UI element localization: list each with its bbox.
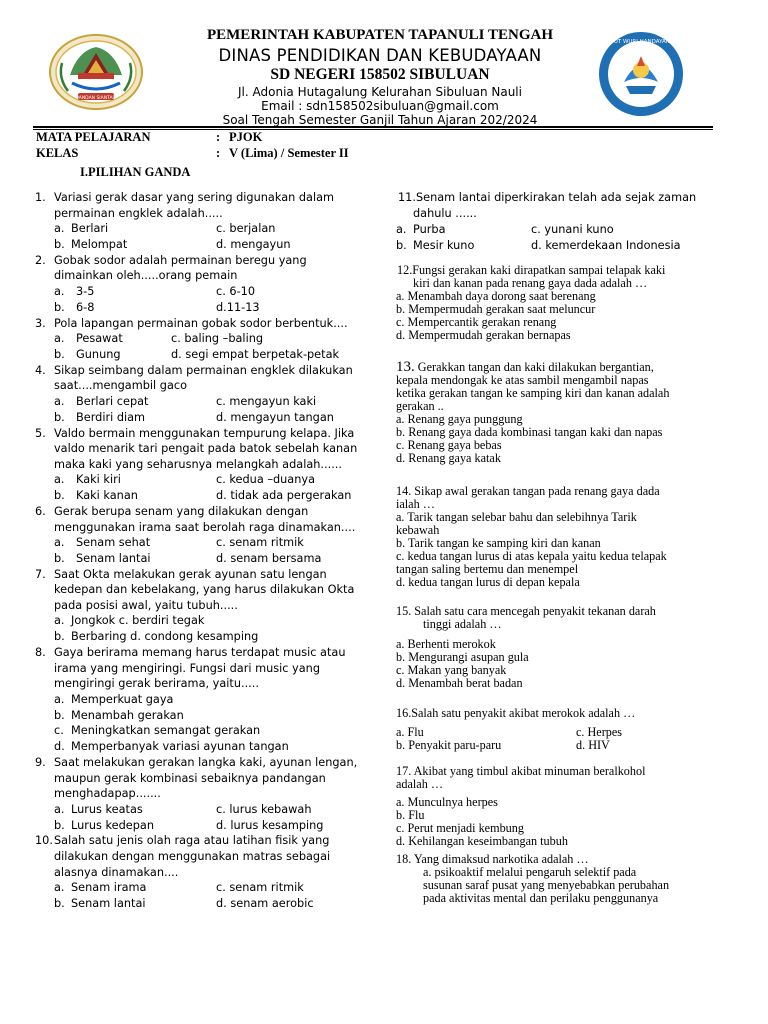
- option-d[interactable]: Memperbanyak variasi ayunan tangan: [71, 740, 289, 754]
- option-d[interactable]: d. Kehilangan keseimbangan tubuh: [396, 834, 568, 848]
- option-c[interactable]: c. kedua tangan lurus di atas kepala yaitu kedua telapak: [396, 549, 667, 563]
- question-text: dimainkan oleh.....orang pemain: [54, 269, 238, 283]
- option-b[interactable]: Berdiri diam: [76, 410, 146, 424]
- question-text: Pola lapangan permainan gobak sodor berbentuk....: [54, 316, 348, 330]
- option-c[interactable]: c. Makan yang banyak: [396, 663, 507, 677]
- question-text: gerakan ..: [396, 399, 444, 413]
- question-5: 5. Valdo bermain menggunakan tempurung kelapa. Jika valdo menarik tari pengait pada batok sebelah kanan maka kaki yang seharusnya melangkah adalah......: [35, 426, 365, 473]
- question-text: Sikap seimbang dalam permainan engklek dilakukan: [54, 363, 353, 377]
- option-c[interactable]: c. baling –baling: [171, 332, 264, 346]
- question-1: 1. Variasi gerak dasar yang sering digunakan dalam permainan engklek adalah.....: [35, 190, 365, 221]
- option-a[interactable]: a. Renang gaya punggung: [396, 412, 523, 426]
- question-text: pada posisi awal, yaitu tubuh.....: [54, 598, 238, 612]
- question-18: [396, 853, 726, 905]
- option-c[interactable]: c. berjalan: [216, 222, 276, 236]
- question-text: Variasi gerak dasar yang sering digunakan dalam: [54, 191, 335, 204]
- options-row: a. Kaki kiri c. kedua –duanya: [54, 473, 315, 487]
- question-9: 9. Saat melakukan gerakan langka kaki, ayunan lengan, maupun gerak kombinasi sebaiknya pandangan menghadapap.......: [35, 755, 365, 802]
- question-text: dilakukan dengan menggunakan matras sebagai: [54, 850, 331, 863]
- option-a[interactable]: Berlari cepat: [76, 394, 149, 408]
- option-c[interactable]: c. Herpes: [576, 725, 623, 739]
- options-row: a. Berlari c. berjalan: [54, 222, 276, 236]
- left-question-column: [35, 190, 365, 912]
- question-text: menggunakan irama saat berolah raga dinamakan....: [54, 520, 356, 534]
- option-a-cont: pada aktivitas mental dan perilaku penggunanya: [423, 891, 659, 905]
- option-b[interactable]: Melompat: [71, 237, 128, 251]
- options-row: d. Memperbanyak variasi ayunan tangan: [54, 740, 289, 754]
- question-text: maka kaki yang seharusnya melangkah adalah......: [54, 457, 342, 471]
- options-row: b. Gunung d. segi empat berpetak-petak: [54, 347, 340, 361]
- option-a[interactable]: Pesawat: [76, 332, 123, 346]
- option-b[interactable]: Lurus kedepan: [71, 818, 154, 832]
- option-c[interactable]: c. mengayun kaki: [216, 394, 317, 408]
- options-row: c. Meningkatkan semangat gerakan: [54, 724, 261, 738]
- question-17: [396, 765, 726, 848]
- question-10: 10. Salah satu jenis olah raga atau latihan fisik yang dilakukan dengan menggunakan matras sebagai alasnya dinamakan....: [35, 833, 365, 880]
- section-title: I.PILIHAN GANDA: [80, 165, 191, 179]
- question-text: permainan engklek adalah.....: [54, 206, 223, 220]
- question-14: [396, 485, 726, 589]
- question-text: ialah …: [396, 497, 435, 511]
- options-row: b. Menambah gerakan: [54, 708, 184, 722]
- option-c[interactable]: c. yunani kuno: [531, 223, 614, 236]
- options-row: b. Berbaring d. condong kesamping: [54, 630, 259, 644]
- options-row: a. Senam irama c. senam ritmik: [54, 881, 304, 895]
- question-4: 4. Sikap seimbang dalam permainan engklek dilakukan saat....mengambil gaco: [35, 363, 365, 394]
- logo-left-text: PANDAN SIANTAR: [76, 96, 116, 101]
- options-row: b. Senam lantai d. senam bersama: [54, 551, 322, 565]
- option-a[interactable]: Senam irama: [71, 881, 147, 895]
- options-row: b. Senam lantai d. senam aerobic: [54, 896, 314, 910]
- option-d[interactable]: d. mengayun: [216, 237, 291, 251]
- exam-title: Soal Tengah Semester Ganjil Tahun Ajaran 202/2024: [222, 113, 538, 127]
- option-b[interactable]: Senam lantai: [76, 551, 151, 565]
- question-12: [396, 264, 726, 342]
- option-a[interactable]: a. Menambah daya dorong saat berenang: [396, 289, 596, 303]
- question-text: Valdo bermain menggunakan tempurung kelapa. Jika: [54, 426, 355, 440]
- option-c[interactable]: c. Renang gaya bebas: [396, 438, 502, 452]
- question-16: [396, 707, 726, 752]
- options-row: a. 3-5 c. 6-10: [54, 284, 256, 298]
- option-a[interactable]: Senam sehat: [76, 536, 151, 550]
- question-3: 3. Pola lapangan permainan gobak sodor berbentuk....: [35, 316, 365, 332]
- department-title: DINAS PENDIDIKAN DAN KEBUDAYAAN: [218, 46, 542, 65]
- option-a[interactable]: Purba: [413, 223, 446, 236]
- question-text: 14. Sikap awal gerakan tangan pada renang gaya dada: [396, 484, 660, 498]
- option-a-cont: kebawah: [396, 523, 440, 537]
- option-d[interactable]: d. Renang gaya katak: [396, 451, 501, 465]
- option-b[interactable]: b. Renang gaya dada kombinasi tangan kaki dan napas: [396, 425, 663, 439]
- question-text: kedepan dan kebelakang, yang harus dilakukan Okta: [54, 583, 355, 597]
- option-a[interactable]: Jongkok c. berdiri tegak: [71, 614, 205, 628]
- question-text: ketika gerakan tangan ke samping kiri dan kanan adalah: [396, 386, 670, 400]
- subject-separator: :: [216, 130, 221, 144]
- option-d[interactable]: d. senam aerobic: [216, 896, 314, 910]
- question-text: Gobak sodor adalah permainan beregu yang: [54, 253, 307, 267]
- option-a[interactable]: a. Munculnya herpes: [396, 795, 498, 809]
- options-row: b. Berdiri diam d. mengayun tangan: [54, 410, 334, 424]
- options-row: a. Senam sehat c. senam ritmik: [54, 536, 304, 550]
- class-separator: :: [216, 146, 221, 160]
- question-6: 6. Gerak berupa senam yang dilakukan dengan menggunakan irama saat berolah raga dinamakan....: [35, 504, 365, 535]
- option-d[interactable]: d. kedua tangan lurus di depan kepala: [396, 575, 580, 589]
- logo-right-text: TUT WURI HANDAYANI: [610, 39, 672, 45]
- question-text: alasnya dinamakan....: [54, 865, 179, 879]
- option-c[interactable]: c. Mempercantik gerakan renang: [396, 315, 557, 329]
- question-text: 18. Yang dimaksud narkotika adalah …: [396, 852, 589, 866]
- option-d[interactable]: d. Mempermudah gerakan bernapas: [396, 328, 571, 342]
- question-text: 17. Akibat yang timbul akibat minuman beralkohol: [396, 764, 646, 778]
- option-d[interactable]: d. kemerdekaan Indonesia: [531, 238, 681, 252]
- question-text: Salah satu jenis olah raga atau latihan fisik yang: [54, 834, 330, 848]
- question-text: kepala mendongak ke atas sambil mengambil napas: [396, 373, 649, 387]
- option-b[interactable]: Menambah gerakan: [71, 708, 184, 722]
- subject-label: MATA PELAJARAN: [36, 130, 151, 144]
- option-b[interactable]: b. Mengurangi asupan gula: [396, 650, 529, 664]
- question-text: maupun gerak kombinasi sebaiknya pandangan: [54, 771, 326, 785]
- option-d[interactable]: d. senam bersama: [216, 551, 322, 565]
- options-row: b. Melompat d. mengayun: [54, 237, 291, 251]
- options-row: a. Pesawat c. baling –baling: [54, 332, 264, 346]
- question-text: adalah …: [396, 777, 444, 791]
- option-a[interactable]: 3-5: [76, 284, 95, 298]
- question-text: menghadapap.......: [54, 787, 161, 801]
- options-row: a. Memperkuat gaya: [54, 692, 174, 706]
- subject-value: PJOK: [229, 130, 263, 144]
- question-text: Saat Okta melakukan gerak ayunan satu lengan: [54, 567, 327, 581]
- option-b[interactable]: Gunung: [76, 347, 121, 361]
- option-d[interactable]: d.11-13: [216, 300, 260, 314]
- option-b[interactable]: Mesir kuno: [413, 238, 475, 252]
- option-a[interactable]: Lurus keatas: [71, 802, 143, 816]
- question-text: Saat melakukan gerakan langka kaki, ayunan lengan,: [54, 756, 358, 770]
- options-row: b. Kaki kanan d. tidak ada pergerakan: [54, 489, 352, 503]
- option-b[interactable]: b. Flu: [396, 808, 425, 822]
- question-text: 15. Salah satu cara mencegah penyakit tekanan darah: [396, 604, 656, 618]
- question-text: 12.Fungsi gerakan kaki dirapatkan sampai telapak kaki: [397, 263, 666, 277]
- options-row: b. Lurus kedepan d. lurus kesamping: [54, 818, 324, 832]
- question-text: valdo menarik tari pengait pada batok sebelah kanan: [54, 442, 358, 456]
- option-b[interactable]: Berbaring d. condong kesamping: [71, 630, 259, 644]
- school-address: Jl. Adonia Hutagalung Kelurahan Sibuluan Nauli: [238, 85, 522, 99]
- option-c[interactable]: c. senam ritmik: [216, 536, 304, 550]
- options-row: a. Berlari cepat c. mengayun kaki: [54, 394, 317, 408]
- option-a[interactable]: a. psikoaktif melalui pengaruh selektif pada: [423, 865, 637, 879]
- option-c[interactable]: c. kedua –duanya: [216, 473, 315, 487]
- question-text: kiri dan kanan pada renang gaya dada adalah …: [413, 276, 648, 290]
- question-number: 13.: [396, 359, 415, 375]
- question-text: Gaya berirama memang harus terdapat music atau: [54, 646, 346, 660]
- option-a[interactable]: a. Berhenti merokok: [396, 637, 496, 651]
- option-b[interactable]: Senam lantai: [71, 896, 146, 910]
- government-title: PEMERINTAH KABUPATEN TAPANULI TENGAH: [206, 27, 553, 43]
- option-c[interactable]: c. Perut menjadi kembung: [396, 821, 524, 835]
- question-text: tinggi adalah …: [423, 617, 502, 631]
- option-a[interactable]: Kaki kiri: [76, 473, 121, 487]
- option-c[interactable]: c. senam ritmik: [216, 881, 304, 895]
- option-d[interactable]: d. lurus kesamping: [216, 818, 324, 832]
- option-c[interactable]: c. 6-10: [216, 284, 256, 298]
- question-15: [396, 605, 726, 690]
- option-d[interactable]: d. HIV: [576, 738, 610, 752]
- question-text: 16.Salah satu penyakit akibat merokok adalah …: [396, 706, 636, 720]
- option-a[interactable]: a. Flu: [396, 725, 424, 739]
- option-b[interactable]: b. Penyakit paru-paru: [396, 738, 502, 752]
- options-row: b. 6-8 d.11-13: [54, 300, 260, 314]
- question-text: irama yang mengiringi. Fungsi dari music yang: [54, 661, 320, 675]
- question-11: 11.Senam lantai diperkirakan telah ada sejak zaman dahulu ...... a. Purba c. yunani kuno b. Mesir kuno d. kemerdekaan Indonesia: [396, 190, 726, 254]
- question-text: dahulu ......: [413, 207, 477, 220]
- option-a-cont: susunan saraf pusat yang menyebabkan perubahan: [423, 878, 670, 892]
- question-8: 8. Gaya berirama memang harus terdapat music atau irama yang mengiringi. Fungsi dari music yang mengiringi gerak berirama, yaitu.....: [35, 645, 365, 692]
- question-text: saat....mengambil gaco: [54, 379, 187, 393]
- option-b[interactable]: 6-8: [76, 300, 95, 314]
- question-13: [396, 361, 726, 465]
- option-d[interactable]: d. mengayun tangan: [216, 410, 334, 424]
- option-d[interactable]: d. segi empat berpetak-petak: [171, 347, 340, 361]
- question-text: 11.Senam lantai diperkirakan telah ada sejak zaman: [398, 191, 697, 204]
- school-name: SD NEGERI 158502 SIBULUAN: [270, 66, 490, 83]
- option-b[interactable]: b. Mempermudah gerakan saat meluncur: [396, 302, 596, 316]
- option-a[interactable]: Berlari: [71, 222, 109, 236]
- class-value: V (Lima) / Semester II: [229, 146, 349, 160]
- question-7: 7. Saat Okta melakukan gerak ayunan satu lengan kedepan dan kebelakang, yang harus dilakukan Okta pada posisi awal, yaitu tubuh.....: [35, 567, 365, 614]
- option-b[interactable]: b. Tarik tangan ke samping kiri dan kanan: [396, 536, 601, 550]
- option-a[interactable]: a. Tarik tangan selebar bahu dan selebihnya Tarik: [396, 510, 637, 524]
- option-c-cont: tangan saling bertemu dan menempel: [396, 562, 579, 576]
- class-label: KELAS: [36, 146, 79, 160]
- question-2: 2. Gobak sodor adalah permainan beregu yang dimainkan oleh.....orang pemain: [35, 253, 365, 284]
- regency-emblem-logo: [48, 33, 144, 111]
- option-b[interactable]: Kaki kanan: [76, 489, 138, 503]
- option-d[interactable]: d. tidak ada pergerakan: [216, 489, 352, 503]
- question-text: Gerakkan tangan dan kaki dilakukan bergantian,: [414, 360, 654, 374]
- question-text: mengiringi gerak berirama, yaitu.....: [54, 677, 259, 691]
- option-c[interactable]: Meningkatkan semangat gerakan: [71, 724, 261, 738]
- option-c[interactable]: c. lurus kebawah: [216, 802, 312, 816]
- options-row: a. Lurus keatas c. lurus kebawah: [54, 802, 312, 816]
- option-a[interactable]: Memperkuat gaya: [71, 692, 174, 706]
- school-email: Email : sdn158502sibuluan@gmail.com: [261, 99, 499, 113]
- option-d[interactable]: d. Menambah berat badan: [396, 676, 523, 690]
- question-text: Gerak berupa senam yang dilakukan dengan: [54, 504, 309, 518]
- header-divider-thick: [33, 126, 713, 128]
- options-row: a. Jongkok c. berdiri tegak: [54, 614, 205, 628]
